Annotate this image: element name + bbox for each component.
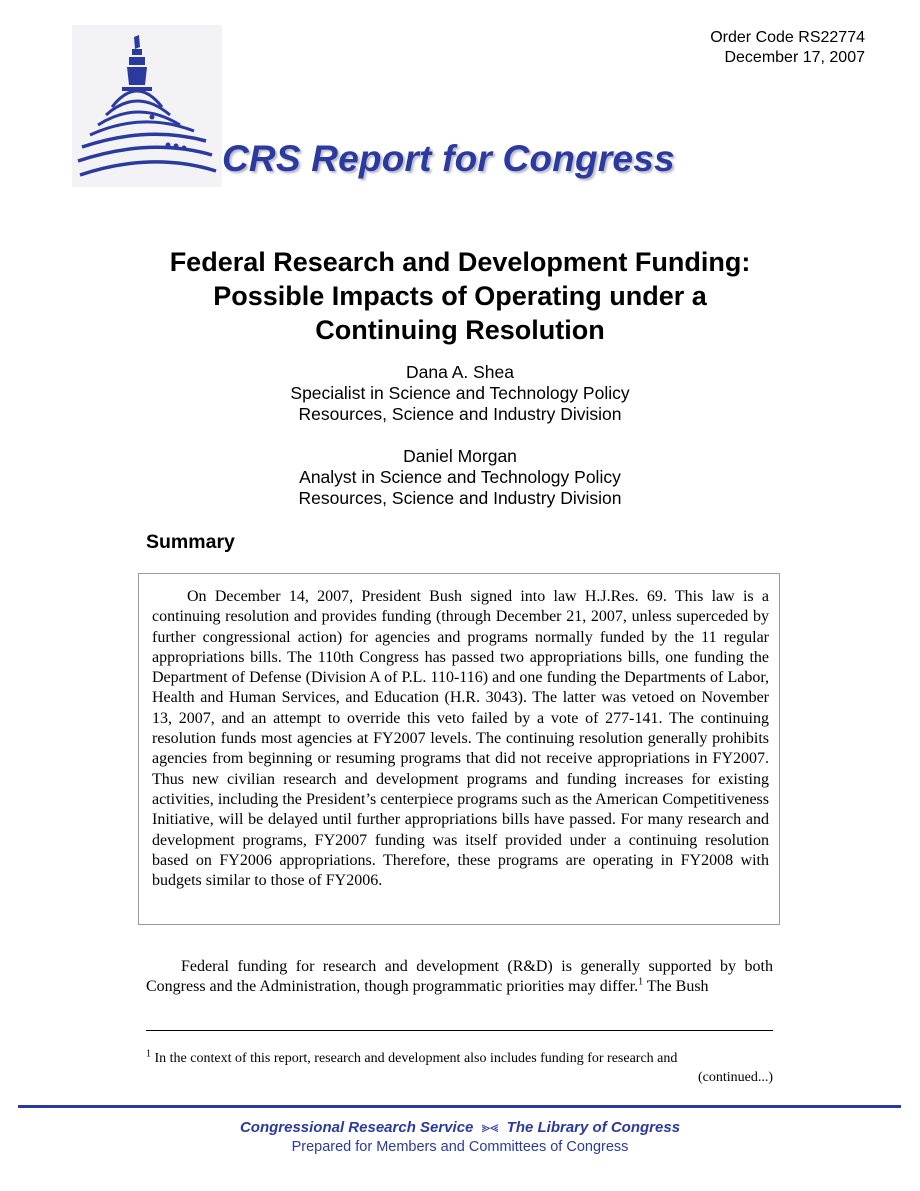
- summary-heading: Summary: [146, 531, 235, 553]
- summary-text: On December 14, 2007, President Bush signed into law H.J.Res. 69. This law is a continuing resolution and provides funding (through December 21, 2007, unless superceded by further congressional action) for agencies and programs normally funded by the 11 regular appropriations bills. The 110th Congress has passed two appropriations bills, one funding the Department of Defense (Division A of P.L. 110-116) and one funding the Departments of Labor, Health and Human Services, and Education (H.R. 3043). The latter was vetoed on November 13, 2007, and an attempt to override this veto failed by a vote of 277-141. The continuing resolution funds most agencies at FY2007 levels. The continuing resolution generally prohibits agencies from beginning or resuming programs that did not receive appropriations in FY2007. Thus new civilian research and development programs and funding increases for existing activities, including the President’s centerpiece programs such as the American Competitiveness Initiative, will be delayed until further appropriations bills have passed. For many research and development programs, FY2007 funding was itself provided under a continuing resolution based on FY2006 appropriations. Therefore, these programs are operating in FY2008 with budgets similar to those of FY2006.: [152, 588, 769, 890]
- footnote-text: In the context of this report, research and development also includes funding for research and: [151, 1051, 678, 1066]
- footer-tagline: Prepared for Members and Committees of Congress: [291, 1139, 629, 1155]
- footnote-divider: [146, 1030, 773, 1031]
- crs-report-brand: CRS Report for Congress: [222, 138, 675, 179]
- title-line: Federal Research and Development Funding:: [169, 247, 751, 277]
- author-division: Resources, Science and Industry Division: [298, 488, 622, 508]
- report-title: [100, 245, 820, 347]
- title-line: Possible Impacts of Operating under a: [213, 281, 707, 311]
- capitol-dome-logo: [72, 25, 222, 187]
- ornament-icon: ⪢⪡: [481, 1119, 499, 1136]
- author-name: Dana A. Shea: [406, 362, 514, 382]
- title-line: Continuing Resolution: [315, 315, 605, 345]
- body-text: Federal funding for research and development (R&D) is generally supported by both Congress and the Administration, though programmatic priorities may differ.: [146, 958, 773, 996]
- author-role: Specialist in Science and Technology Policy: [290, 383, 630, 403]
- footer-organization: [0, 1119, 920, 1136]
- footer-crs: Congressional Research Service: [239, 1119, 474, 1136]
- footer-loc: The Library of Congress: [506, 1119, 681, 1136]
- author-division: Resources, Science and Industry Division: [298, 404, 622, 424]
- author-block-shea: [100, 362, 820, 425]
- footer-divider: [18, 1105, 901, 1108]
- order-info: [710, 28, 865, 68]
- report-date: December 17, 2007: [724, 49, 865, 66]
- footnote-reference[interactable]: 1: [638, 976, 644, 988]
- author-name: Daniel Morgan: [403, 446, 517, 466]
- footnote-number: 1: [146, 1048, 151, 1060]
- body-paragraph: [146, 957, 773, 998]
- body-text-continued: The Bush: [643, 978, 709, 996]
- footnote-continued: (continued...): [697, 1070, 773, 1085]
- author-block-morgan: [100, 446, 820, 509]
- order-code: Order Code RS22774: [710, 29, 865, 46]
- footnote: [146, 1049, 773, 1087]
- author-role: Analyst in Science and Technology Policy: [299, 467, 621, 487]
- footnote-line: [146, 1049, 773, 1068]
